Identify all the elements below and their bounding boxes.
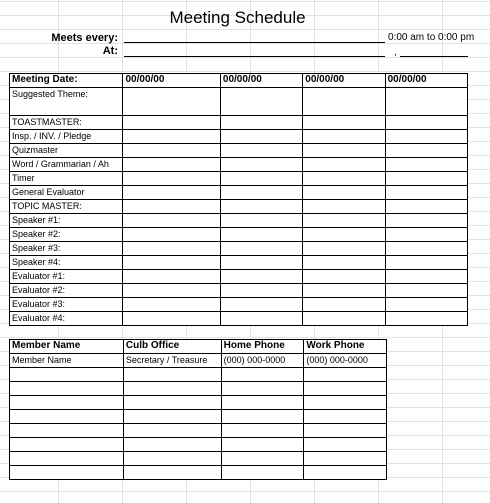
assignment-cell[interactable] xyxy=(385,186,467,200)
assignment-cell[interactable] xyxy=(385,242,467,256)
column-header: Culb Office xyxy=(123,340,221,354)
assignment-cell[interactable] xyxy=(123,312,220,326)
assignment-cell[interactable] xyxy=(123,116,220,130)
schedule-row xyxy=(10,200,468,214)
assignment-cell[interactable] xyxy=(303,130,385,144)
assignment-cell[interactable] xyxy=(220,256,302,270)
assignment-cell[interactable] xyxy=(123,284,220,298)
assignment-cell[interactable] xyxy=(385,228,467,242)
table-row xyxy=(10,396,387,410)
assignment-cell[interactable] xyxy=(220,200,302,214)
assignment-cell[interactable] xyxy=(303,186,385,200)
assignment-cell[interactable] xyxy=(385,312,467,326)
role-label: Evaluator #3: xyxy=(10,298,123,312)
location-field-secondary[interactable] xyxy=(400,56,468,57)
assignment-cell[interactable] xyxy=(220,186,302,200)
table-cell[interactable] xyxy=(221,410,304,424)
table-cell[interactable] xyxy=(304,410,387,424)
table-cell[interactable] xyxy=(10,424,124,438)
schedule-row xyxy=(10,256,468,270)
role-label: Insp. / INV. / Pledge xyxy=(10,130,123,144)
table-cell[interactable]: (000) 000-0000 xyxy=(221,354,304,368)
table-cell[interactable] xyxy=(304,466,387,480)
assignment-cell[interactable] xyxy=(123,200,220,214)
role-label: Evaluator #4: xyxy=(10,312,123,326)
assignment-cell[interactable] xyxy=(123,158,220,172)
assignment-cell[interactable] xyxy=(385,88,467,116)
assignment-cell[interactable] xyxy=(303,172,385,186)
table-cell[interactable]: Secretary / Treasure xyxy=(123,354,221,368)
table-cell[interactable] xyxy=(123,466,221,480)
assignment-cell[interactable] xyxy=(303,270,385,284)
role-label: General Evaluator xyxy=(10,186,123,200)
assignment-cell[interactable] xyxy=(303,116,385,130)
table-cell[interactable] xyxy=(10,382,124,396)
assignment-cell[interactable] xyxy=(123,214,220,228)
table-cell[interactable]: Member Name xyxy=(10,354,124,368)
assignment-cell[interactable] xyxy=(123,270,220,284)
table-cell[interactable] xyxy=(123,424,221,438)
assignment-cell[interactable] xyxy=(123,228,220,242)
schedule-row xyxy=(10,158,468,172)
schedule-row xyxy=(10,116,468,130)
role-label: TOPIC MASTER: xyxy=(10,200,123,214)
schedule-row xyxy=(10,284,468,298)
role-label: Timer xyxy=(10,172,123,186)
role-label: Speaker #4: xyxy=(10,256,123,270)
assignment-cell[interactable] xyxy=(220,144,302,158)
assignment-cell[interactable] xyxy=(385,200,467,214)
column-header: Member Name xyxy=(10,340,124,354)
table-cell[interactable] xyxy=(123,410,221,424)
schedule-row xyxy=(10,172,468,186)
column-header: Work Phone xyxy=(304,340,387,354)
role-label: TOASTMASTER: xyxy=(10,116,123,130)
assignment-cell[interactable] xyxy=(385,172,467,186)
assignment-cell[interactable] xyxy=(385,144,467,158)
location-label: At: xyxy=(102,45,118,57)
table-cell[interactable] xyxy=(10,410,124,424)
meeting-schedule-table xyxy=(9,73,468,326)
table-row xyxy=(10,410,387,424)
table-cell[interactable] xyxy=(221,466,304,480)
assignment-cell[interactable] xyxy=(385,214,467,228)
table-cell[interactable] xyxy=(221,396,304,410)
meeting-date-cell[interactable]: 00/00/00 xyxy=(385,74,467,88)
location-field[interactable] xyxy=(124,56,385,57)
assignment-cell[interactable] xyxy=(220,228,302,242)
role-label: Evaluator #2: xyxy=(10,284,123,298)
assignment-cell[interactable] xyxy=(303,298,385,312)
meets-every-field[interactable] xyxy=(124,42,385,43)
table-cell[interactable] xyxy=(10,438,124,452)
meeting-date-cell[interactable]: 00/00/00 xyxy=(123,74,220,88)
schedule-header-row xyxy=(10,74,468,88)
table-cell[interactable] xyxy=(10,368,124,382)
assignment-cell[interactable] xyxy=(123,172,220,186)
table-row xyxy=(10,368,387,382)
role-label: Speaker #2: xyxy=(10,228,123,242)
assignment-cell[interactable] xyxy=(303,200,385,214)
role-label: Speaker #1: xyxy=(10,214,123,228)
assignment-cell[interactable] xyxy=(303,228,385,242)
table-cell[interactable] xyxy=(221,424,304,438)
schedule-row xyxy=(10,186,468,200)
assignment-cell[interactable] xyxy=(385,116,467,130)
meeting-date-label: Meeting Date: xyxy=(10,74,123,88)
table-cell[interactable] xyxy=(123,452,221,466)
schedule-row xyxy=(10,214,468,228)
assignment-cell[interactable] xyxy=(303,312,385,326)
meeting-date-cell[interactable]: 00/00/00 xyxy=(303,74,385,88)
assignment-cell[interactable] xyxy=(220,298,302,312)
role-label: Evaluator #1: xyxy=(10,270,123,284)
page-title: Meeting Schedule xyxy=(169,8,306,27)
assignment-cell[interactable] xyxy=(220,130,302,144)
table-row xyxy=(10,466,387,480)
location-comma: , xyxy=(394,47,397,58)
table-cell[interactable] xyxy=(221,438,304,452)
role-label: Word / Grammarian / Ah xyxy=(10,158,123,172)
assignment-cell[interactable] xyxy=(303,214,385,228)
assignment-cell[interactable] xyxy=(220,172,302,186)
assignment-cell[interactable] xyxy=(123,88,220,116)
table-row xyxy=(10,382,387,396)
table-cell[interactable] xyxy=(221,382,304,396)
assignment-cell[interactable] xyxy=(220,270,302,284)
table-cell[interactable]: (000) 000-0000 xyxy=(304,354,387,368)
table-row xyxy=(10,424,387,438)
role-label: Speaker #3: xyxy=(10,242,123,256)
table-cell[interactable] xyxy=(304,438,387,452)
table-cell[interactable] xyxy=(123,396,221,410)
table-cell[interactable] xyxy=(123,382,221,396)
schedule-row xyxy=(10,130,468,144)
meets-every-label: Meets every: xyxy=(51,32,118,44)
assignment-cell[interactable] xyxy=(220,242,302,256)
column-header: Home Phone xyxy=(221,340,304,354)
assignment-cell[interactable] xyxy=(303,88,385,116)
assignment-cell[interactable] xyxy=(220,214,302,228)
assignment-cell[interactable] xyxy=(303,242,385,256)
table-cell[interactable] xyxy=(304,396,387,410)
role-label: Suggested Theme: xyxy=(10,88,123,116)
schedule-row xyxy=(10,242,468,256)
assignment-cell[interactable] xyxy=(385,298,467,312)
assignment-cell[interactable] xyxy=(220,116,302,130)
assignment-cell[interactable] xyxy=(303,284,385,298)
assignment-cell[interactable] xyxy=(385,270,467,284)
assignment-cell[interactable] xyxy=(123,298,220,312)
table-cell[interactable] xyxy=(123,368,221,382)
assignment-cell[interactable] xyxy=(385,284,467,298)
schedule-row xyxy=(10,88,468,116)
meeting-time-range: 0:00 am to 0:00 pm xyxy=(388,32,475,43)
role-label: Quizmaster xyxy=(10,144,123,158)
assignment-cell[interactable] xyxy=(123,256,220,270)
assignment-cell[interactable] xyxy=(220,158,302,172)
assignment-cell[interactable] xyxy=(123,144,220,158)
roster-header-row xyxy=(10,340,387,354)
schedule-row xyxy=(10,312,468,326)
table-cell[interactable] xyxy=(221,368,304,382)
assignment-cell[interactable] xyxy=(220,88,302,116)
table-cell[interactable] xyxy=(10,452,124,466)
table-cell[interactable] xyxy=(221,452,304,466)
table-row xyxy=(10,354,387,368)
assignment-cell[interactable] xyxy=(220,284,302,298)
assignment-cell[interactable] xyxy=(123,242,220,256)
member-roster-table xyxy=(9,339,387,480)
assignment-cell[interactable] xyxy=(123,130,220,144)
assignment-cell[interactable] xyxy=(303,256,385,270)
table-row xyxy=(10,452,387,466)
table-cell[interactable] xyxy=(10,396,124,410)
assignment-cell[interactable] xyxy=(123,186,220,200)
table-cell[interactable] xyxy=(304,368,387,382)
table-cell[interactable] xyxy=(304,382,387,396)
assignment-cell[interactable] xyxy=(303,144,385,158)
table-cell[interactable] xyxy=(10,466,124,480)
table-cell[interactable] xyxy=(304,424,387,438)
assignment-cell[interactable] xyxy=(385,130,467,144)
schedule-row xyxy=(10,298,468,312)
table-row xyxy=(10,438,387,452)
assignment-cell[interactable] xyxy=(385,256,467,270)
assignment-cell[interactable] xyxy=(385,158,467,172)
schedule-row xyxy=(10,270,468,284)
meeting-date-cell[interactable]: 00/00/00 xyxy=(220,74,302,88)
schedule-row xyxy=(10,144,468,158)
assignment-cell[interactable] xyxy=(303,158,385,172)
assignment-cell[interactable] xyxy=(220,312,302,326)
schedule-row xyxy=(10,228,468,242)
table-cell[interactable] xyxy=(304,452,387,466)
table-cell[interactable] xyxy=(123,438,221,452)
